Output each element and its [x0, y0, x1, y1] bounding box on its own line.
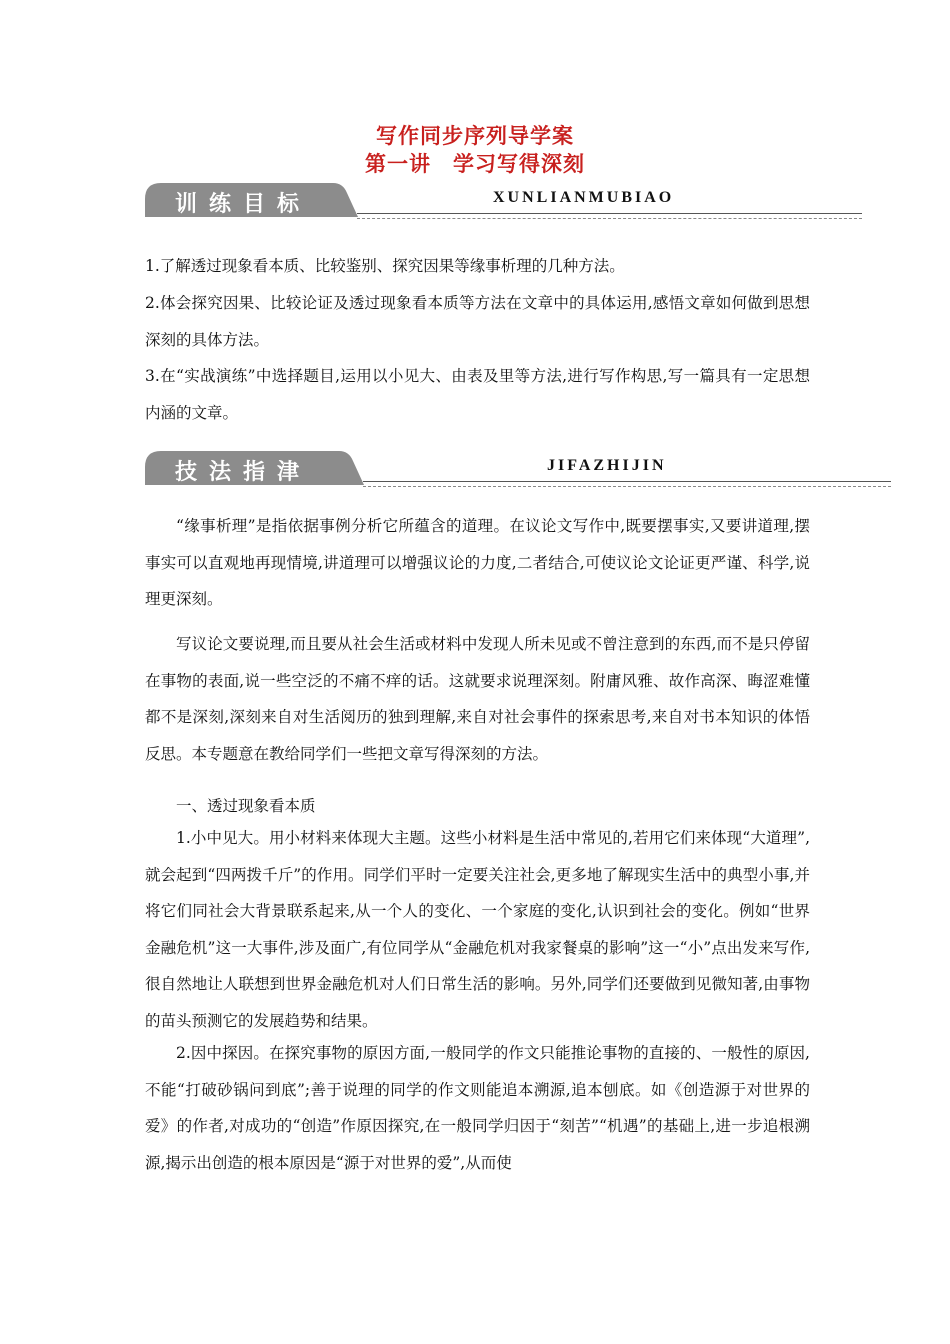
section-pinyin: JIFAZHIJIN — [547, 457, 667, 474]
goal-item-1: 1.了解透过现象看本质、比较鉴别、探究因果等缘事析理的几种方法。 — [145, 257, 625, 275]
document-title: 写作同步序列导学案 — [376, 124, 574, 148]
section-rule — [363, 481, 891, 487]
paragraph-1: “缘事析理”是指依据事例分析它所蕴含的道理。在议论文写作中,既要摆事实,又要讲道理,摆事实可以直观地再现情境,讲道理可以增强议论的力度,二者结合,可使议论文论证更严谨、科学,说理更深刻。 — [145, 517, 810, 608]
section-pinyin: XUNLIANMUBIAO — [493, 189, 675, 206]
lesson-name: 学习写得深刻 — [453, 152, 585, 176]
paragraph-3: 1.小中见大。用小材料来体现大主题。这些小材料是生活中常见的,若用它们来体现“大道理”,就会起到“四两拨千斤”的作用。同学们平时一定要关注社会,更多地了解现实生活中的典型小事,并将它们同社会大背景联系起来,从一个人的变化、一个家庭的变化,认识到社会的变化。例如“世界金融危机”这一大事件,涉及面广,有位同学从“金融危机对我家餐桌的影响”这一“小”点出发来写作,很自然地让人联想到世界金融危机对人们日常生活的影响。另外,同学们还要做到见微知著,由事物的苗头预测它的发展趋势和结果。 — [145, 829, 810, 1030]
lesson-number: 第一讲 — [365, 152, 431, 176]
section-banner-technique-guide — [145, 451, 893, 489]
subheading: 一、透过现象看本质 — [176, 797, 316, 815]
section-label: 训练目标 — [175, 192, 312, 217]
goal-item-2: 2.体会探究因果、比较论证及透过现象看本质等方法在文章中的具体运用,感悟文章如何做到思想深刻的具体方法。 — [145, 294, 810, 349]
section-label: 技法指津 — [175, 460, 312, 485]
lesson-title — [0, 148, 950, 178]
paragraph-2: 写议论文要说理,而且要从社会生活或材料中发现人所未见或不曾注意到的东西,而不是只停留在事物的表面,说一些空泛的不痛不痒的话。这就要求说理深刻。附庸风雅、故作高深、晦涩难懂都不是深刻,深刻来自对生活阅历的独到理解,来自对社会事件的探索思考,来自对书本知识的体悟反思。本专题意在教给同学们一些把文章写得深刻的方法。 — [145, 635, 810, 763]
section-banner-training-goals — [145, 183, 865, 221]
section-rule — [357, 213, 862, 219]
paragraph-4: 2.因中探因。在探究事物的原因方面,一般同学的作文只能推论事物的直接的、一般性的原因,不能“打破砂锅问到底”;善于说理的同学的作文则能追本溯源,追本刨底。如《创造源于对世界的爱》的作者,对成功的“创造”作原因探究,在一般同学归因于“刻苦”“机遇”的基础上,进一步追根溯源,揭示出创造的根本原因是“源于对世界的爱”,从而使 — [145, 1044, 810, 1172]
goal-item-3: 3.在“实战演练”中选择题目,运用以小见大、由表及里等方法,进行写作构思,写一篇具有一定思想内涵的文章。 — [145, 367, 810, 422]
